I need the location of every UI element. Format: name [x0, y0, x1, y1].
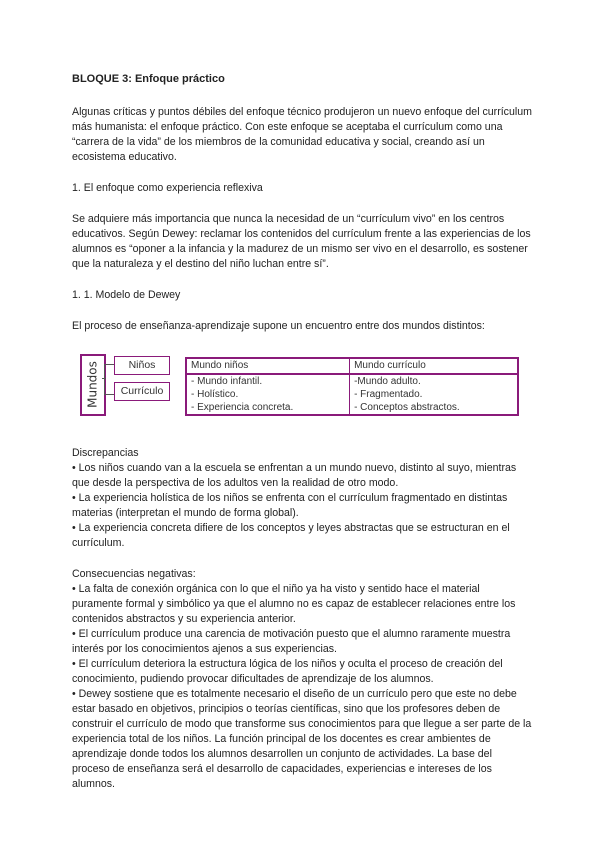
- intro-paragraph: Algunas críticas y puntos débiles del enfoque técnico produjeron un nuevo enfoque del currículum más humanista: el enfoque práctico. Con este enfoque se aceptaba el currículum como una “carrera de la vida” de los miembros de la comunidad educativa y social, creando así un ecosistema educativo.: [72, 106, 532, 163]
- table-row: [186, 374, 518, 388]
- col-header-ninos: Mundo niños: [186, 358, 350, 374]
- table-row: [186, 388, 518, 401]
- table-cell: - Conceptos abstractos.: [350, 401, 518, 415]
- comparison-table: [185, 357, 519, 416]
- section-1-1-heading: 1. 1. Modelo de Dewey: [72, 289, 181, 301]
- list-item: • Los niños cuando van a la escuela se enfrentan a un mundo nuevo, distinto al suyo, mientras que desde la perspectiva de los adultos ven la realidad de otro modo.: [72, 462, 517, 489]
- discrepancias-heading: Discrepancias: [72, 447, 139, 459]
- section-1-heading: 1. El enfoque como experiencia reflexiva: [72, 182, 263, 194]
- table-cell: - Experiencia concreta.: [186, 401, 350, 415]
- col-header-curriculo: Mundo currículo: [350, 358, 518, 374]
- list-item: • La experiencia holística de los niños se enfrenta con el currículum fragmentado en distintas materias (interpretan el mundo de forma global).: [72, 492, 508, 519]
- dewey-diagram: [70, 350, 532, 424]
- curriculo-box: Currículo: [114, 382, 170, 401]
- ninos-box: Niños: [114, 356, 170, 375]
- list-item: • La falta de conexión orgánica con lo que el niño ya ha visto y sentido hace el material puramente formal y simbólico ya que el alumno no es capaz de establecer relaciones entre los contenidos abstractos y su experiencia anterior.: [72, 583, 516, 625]
- mundos-label: Mundos: [85, 361, 100, 408]
- section-1-1-body: El proceso de enseñanza-aprendizaje supone un encuentro entre dos mundos distintos:: [72, 320, 485, 332]
- mundos-box: [80, 354, 106, 416]
- document-page: [72, 72, 532, 792]
- list-item: • Dewey sostiene que es totalmente necesario el diseño de un currículo pero que este no debe estar basado en objetivos, principios o teorías científicas, sino que los profesores deben de construir el currículo de modo que transforme sus conocimientos para que llegue a ser parte de la experiencia total de los niños. La función principal de los docentes es crear ambientes de aprendizaje donde todos los alumnos desarrollen un conjunto de actividades. La base del proceso de enseñanza será el desarrollo de capacidades, experiencias e intereses de los alumnos.: [72, 688, 532, 790]
- table-cell: - Mundo infantil.: [186, 374, 350, 388]
- page-title: BLOQUE 3: Enfoque práctico: [72, 73, 225, 85]
- consecuencias-heading: Consecuencias negativas:: [72, 568, 196, 580]
- list-item: • El currículum deteriora la estructura lógica de los niños y oculta el proceso de creación del conocimiento, pudiendo provocar dificultades de aprendizaje de los alumnos.: [72, 658, 503, 685]
- section-1-body: Se adquiere más importancia que nunca la necesidad de un “currículum vivo” en los centros educativos. Según Dewey: reclamar los contenidos del currículum frente a las experiencias de los alumnos es “oponer a la infancia y la madurez de un mismo ser vivo en el desarrollo, es sostener que la naturaleza y el destino del niño luchan entre sí”.: [72, 213, 531, 270]
- table-cell: - Fragmentado.: [350, 388, 518, 401]
- table-row: [186, 401, 518, 415]
- table-cell: - Holístico.: [186, 388, 350, 401]
- list-item: • El currículum produce una carencia de motivación puesto que el alumno raramente muestra interés por los conocimientos ajenos a sus experiencias.: [72, 628, 511, 655]
- list-item: • La experiencia concreta difiere de los conceptos y leyes abstractas que se estructuran en el currículum.: [72, 522, 510, 549]
- table-cell: -Mundo adulto.: [350, 374, 518, 388]
